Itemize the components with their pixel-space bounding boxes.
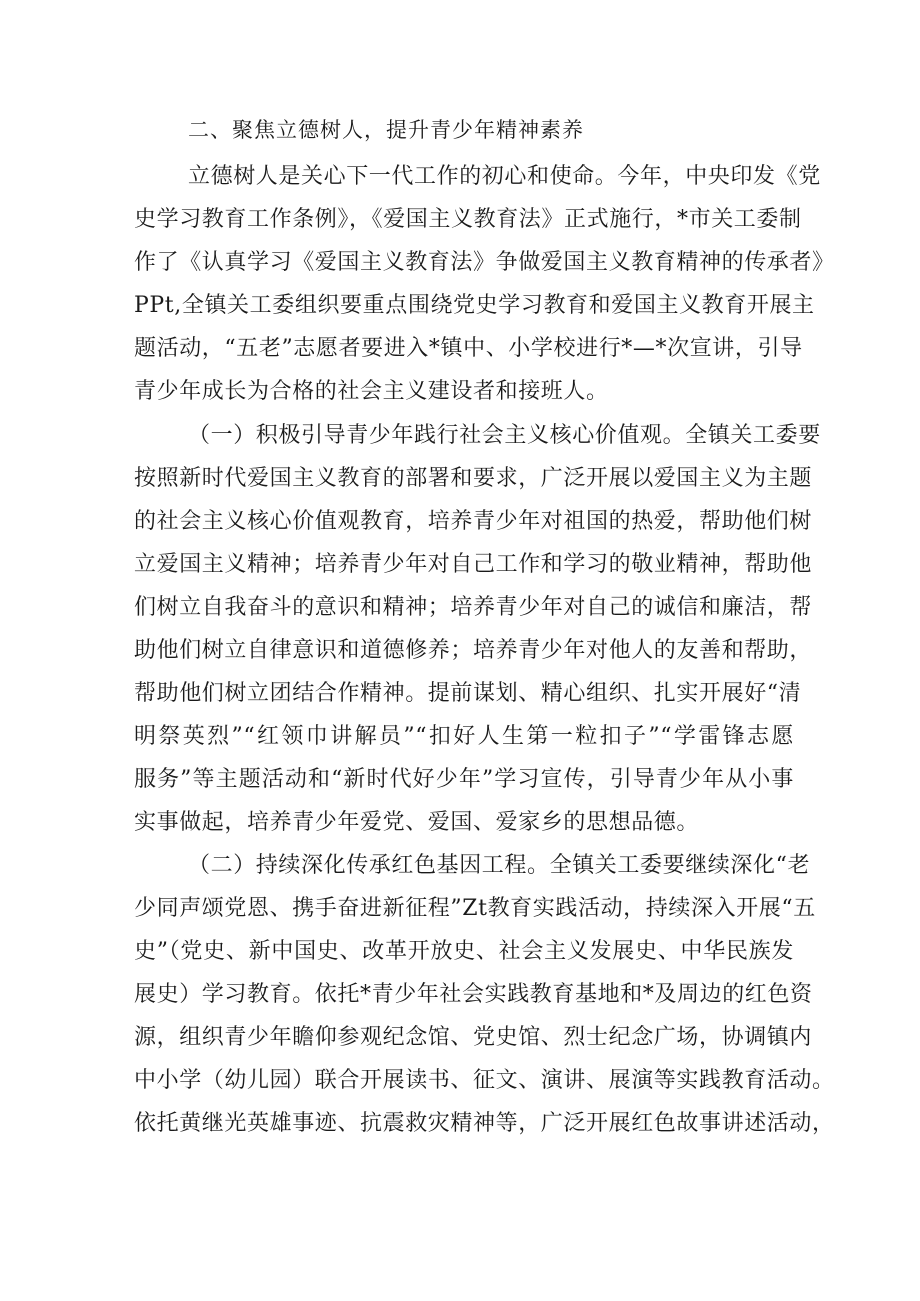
paragraph-line: 青少年成长为合格的社会主义建设者和接班人。 <box>134 379 609 404</box>
paragraph-line: 服务”等主题活动和“新时代好少年”学习宣传，引导青少年从小事 <box>134 767 794 792</box>
paragraph-line: 们树立自我奋斗的意识和精神；培养青少年对自己的诚信和廉洁，帮 <box>134 595 813 620</box>
paragraph-line: （二）持续深化传承红色基因工程。全镇关工委要继续深化“老 <box>188 853 811 878</box>
paragraph-line: 展史）学习教育。依托*青少年社会实践教育基地和*及周边的红色资 <box>134 982 813 1007</box>
paragraph-line: 的社会主义核心价值观教育，培养青少年对祖国的热爱，帮助他们树 <box>134 509 813 534</box>
paragraph-line: 助他们树立自律意识和道德修养；培养青少年对他人的友善和帮助， <box>134 638 813 663</box>
paragraph-line: 中小学（幼儿园）联合开展读书、征文、演讲、展演等实践教育活动。 <box>134 1068 835 1093</box>
paragraph-line: PPt,全镇关工委组织要重点围绕党史学习教育和爱国主义教育开展主 <box>134 293 815 318</box>
paragraph-line: 明祭英烈”“红领巾讲解员”“扣好人生第一粒扣子”“学雷锋志愿 <box>134 724 794 749</box>
paragraph-line: 题活动，“五老”志愿者要进入*镇中、小学校进行*—*次宣讲，引导 <box>134 336 803 361</box>
paragraph-line: （一）积极引导青少年践行社会主义核心价值观。全镇关工委要 <box>188 423 821 448</box>
paragraph-line: 实事做起，培养青少年爱党、爱国、爱家乡的思想品德。 <box>134 810 700 835</box>
paragraph-line: 史学习教育工作条例》，《爱国主义教育法》正式施行，*市关工委制 <box>134 207 802 232</box>
section-heading: 二、聚焦立德树人，提升青少年精神素养 <box>188 118 584 142</box>
paragraph-line: 源，组织青少年瞻仰参观纪念馆、党史馆、烈士纪念广场，协调镇内 <box>134 1025 813 1050</box>
paragraph-line: 少同声颂党恩、携手奋进新征程”Zt教育实践活动，持续深入开展“五 <box>134 896 816 921</box>
paragraph-line: 依托黄继光英雄事迹、抗震救灾精神等，广泛开展红色故事讲述活动， <box>134 1111 835 1136</box>
paragraph-line: 立德树人是关心下一代工作的初心和使命。今年，中央印发《党 <box>188 164 821 189</box>
paragraph-line: 作了《认真学习《爱国主义教育法》争做爱国主义教育精神的传承者》 <box>134 250 835 275</box>
paragraph-line: 立爱国主义精神；培养青少年对自己工作和学习的敬业精神，帮助他 <box>134 552 813 577</box>
paragraph-line: 史”（党史、新中国史、改革开放史、社会主义发展史、中华民族发 <box>134 939 794 964</box>
paragraph-line: 帮助他们树立团结合作精神。提前谋划、精心组织、扎实开展好“清 <box>134 681 802 706</box>
paragraph-line: 按照新时代爱国主义教育的部署和要求，广泛开展以爱国主义为主题 <box>134 466 813 491</box>
